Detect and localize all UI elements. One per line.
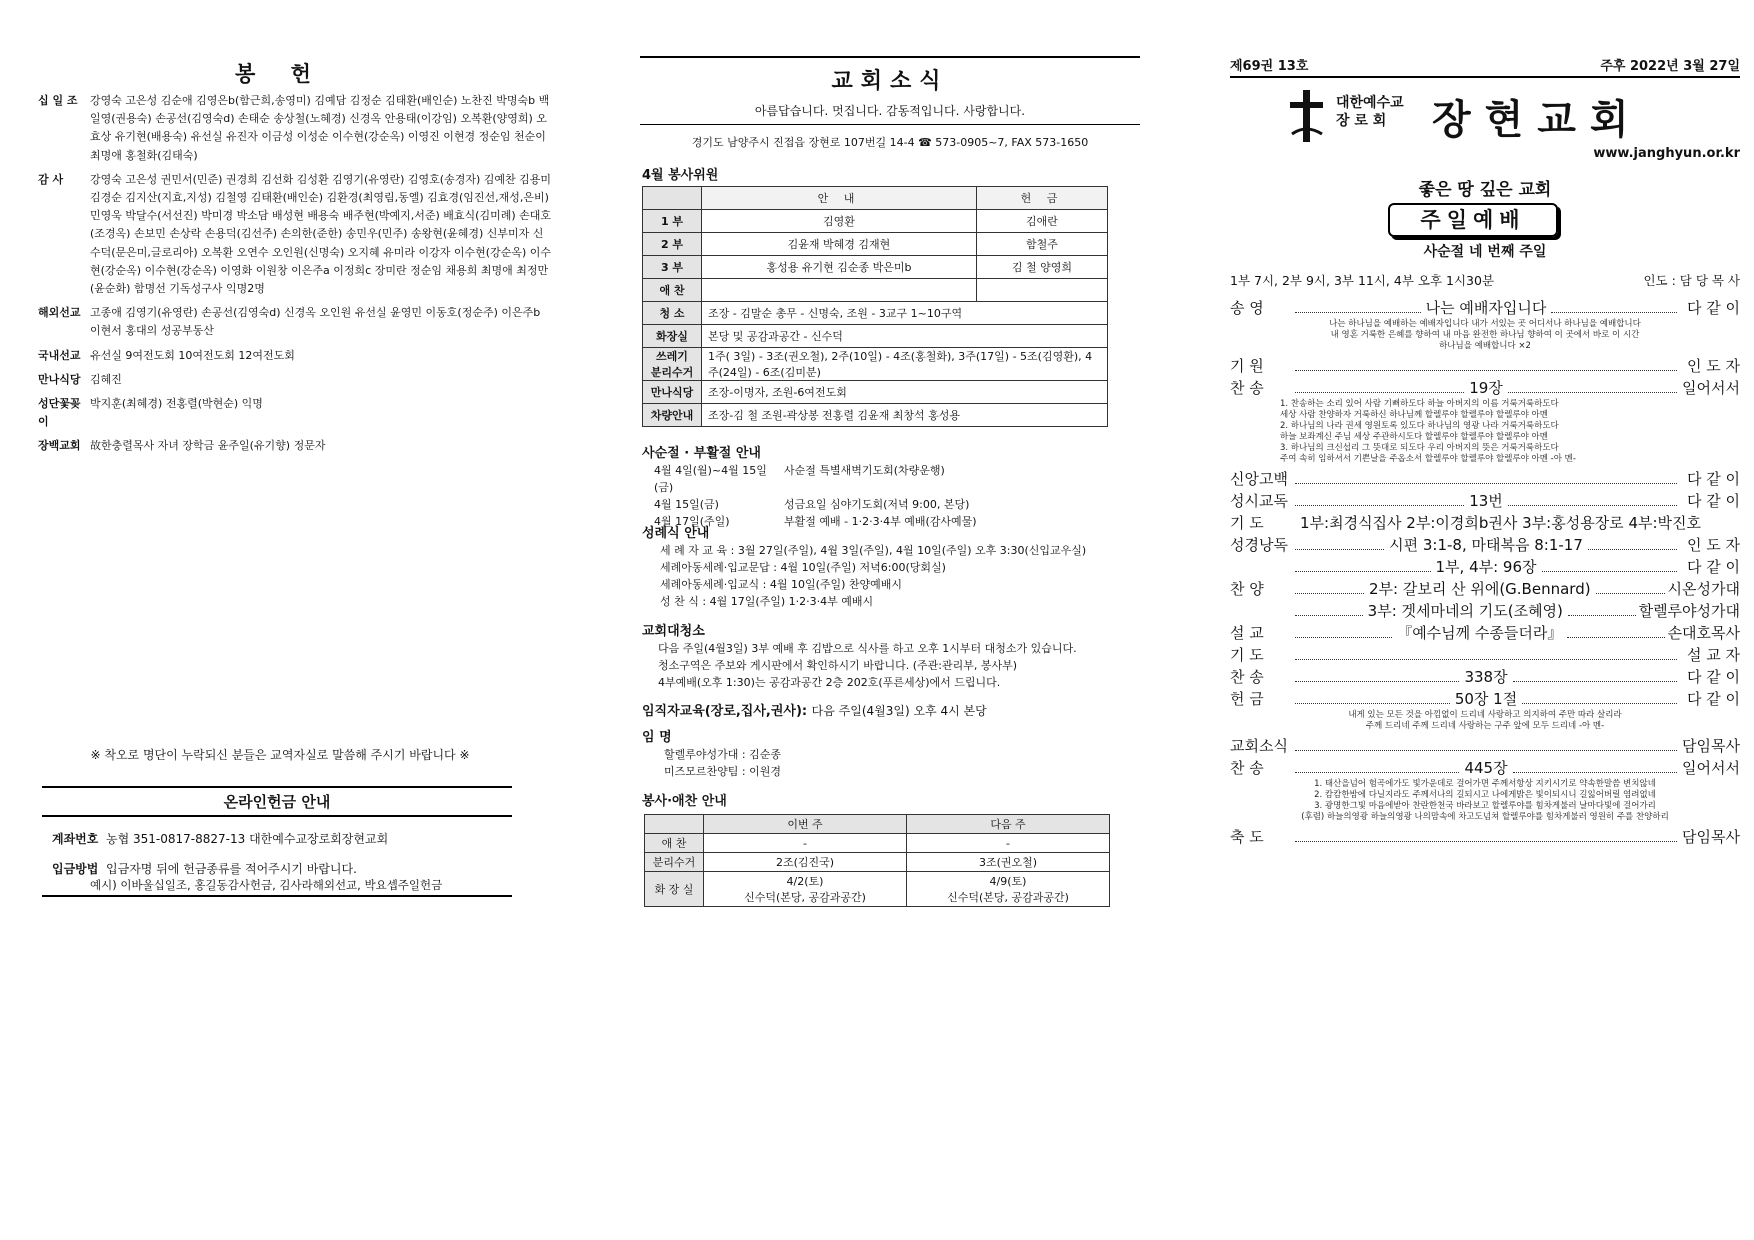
order-performer: 담임목사 <box>1682 737 1740 755</box>
volunteer-offering-header: 헌 금 <box>976 187 1107 210</box>
order-content: 3부: 겟세마네의 기도(조혜영) <box>1367 602 1563 620</box>
order-label: 기 도 <box>1230 514 1264 532</box>
hymn-lyrics: 1. 찬송하는 소리 있어 사람 기뻐하도다 하늘 아버지의 이름 거룩거룩하도다 세상 사람 찬양하자 거룩하신 하나님께 할렐루야 할렐루야 할렐루야 아멘 2. 하나님의 나라 권세 영원토록 있도다 하나님의 영광 나라 거룩거룩하도다 하늘 보좌계신 주님 세상 주관하시도다 할렐루야 할렐루야 할렐루야 아멘 3. 하나님의 크신섭리 그 뜻대로 되도다 우리 아버지의 뜻은 거룩거룩하도다 주여 속히 임하셔서 기쁜날을 주옵소서 할렐루야 할렐루야 할렐루야 아멘 -아 멘- <box>1280 399 1576 464</box>
volunteer-duty: 본당 및 공감과공간 - 신수덕 <box>702 325 1108 348</box>
volunteer-offering: 김애란 <box>976 210 1107 233</box>
officer-education <box>642 700 987 719</box>
order-leader-dots <box>1295 659 1677 660</box>
order-leader-dots <box>1567 637 1664 638</box>
order-item <box>1230 489 1740 511</box>
appoint-list <box>664 746 1164 780</box>
church-url[interactable]: www.janghyun.or.kr <box>1593 146 1740 161</box>
method-text: 입금자명 뒤에 헌금종류를 적어주시기 바랍니다. <box>106 862 357 876</box>
order-leader-dots <box>1542 571 1678 572</box>
order-performer: 다 같 이 <box>1687 690 1741 708</box>
service-this-week: 4/2(토) 신수덕(본당, 공감과공간) <box>704 872 907 907</box>
order-item <box>1230 687 1740 709</box>
order-item <box>1230 511 1740 533</box>
cleaning-heading: 교회대청소 <box>642 624 705 639</box>
offering-row <box>38 304 553 340</box>
appoint-item: 미즈모르찬양팀 : 이원경 <box>664 765 781 778</box>
order-label: 헌 금 <box>1230 690 1264 708</box>
volunteer-wide-row <box>643 325 1108 348</box>
order-item <box>1230 825 1740 847</box>
officer-heading: 임직자교육(장로,집사,권사): <box>642 704 808 719</box>
volume-number: 제69권 13호 <box>1230 59 1309 74</box>
sacrament-item: 성 찬 식 : 4월 17일(주일) 1·2·3·4부 예배시 <box>660 595 874 608</box>
offering-row <box>38 171 553 298</box>
omission-notice: ※ 착오로 명단이 누락되신 분들은 교역자실로 말씀해 주시기 바랍니다 ※ <box>90 748 470 762</box>
news-rule <box>640 124 1140 125</box>
order-item <box>1230 376 1740 398</box>
volunteer-wide-row <box>643 302 1108 325</box>
order-label: 성경낭독 <box>1230 536 1288 554</box>
order-performer: 다 같 이 <box>1687 299 1741 317</box>
service-next-week: 4/9(토) 신수덕(본당, 공감과공간) <box>907 872 1110 907</box>
order-label: 찬 송 <box>1230 379 1264 397</box>
order-leader-dots <box>1295 703 1450 704</box>
hymn-lyrics: 나는 하나님을 예배하는 예배자입니다 내가 서있는 곳 어디서나 하나님을 예배합니다 내 영혼 거룩한 은혜를 향하여 내 마음 완전한 하나님 향하여 이 곳에서 바로 이 시간 하나님을 예배합니다 ×2 <box>1329 319 1641 351</box>
lent-heading: 사순절 · 부활절 안내 <box>642 446 761 461</box>
order-content: 50장 1절 <box>1454 690 1518 708</box>
order-leader-dots <box>1295 750 1677 751</box>
volunteer-row-label: 청 소 <box>643 302 702 325</box>
cleaning-item: 4부예배(오후 1:30)는 공감과공간 2층 202호(푸른세상)에서 드립니다. <box>658 676 1001 689</box>
volunteer-row-label: 쓰레기 분리수거 <box>643 348 702 381</box>
order-content: 1부:최경식집사 2부:이경희b권사 3부:홍성용장로 4부:박진호 <box>1300 514 1701 532</box>
offering-row <box>38 395 553 431</box>
appoint-item: 할렐루야성가대 : 김순종 <box>664 748 781 761</box>
offering-names: 강영숙 고은성 권민서(민준) 권경희 김선화 김성환 김영기(유영란) 김영호(송경자) 김예찬 김용미 김경순 김지산(지효,지성) 김철영 김태환(배인순) 김환경(최영림,동엘) 김효경(임진선,재성,은비) 민영욱 박달수(서선진) 박미경 박소담 배성현 배용숙 배주현(박예지,서준) 배효식(김미례) 손대호(조경옥) 손보민 손상락 손용덕(김선주) 손의한(준한) 송민우(민주) 송왕현(윤혜경) 신부미자 신수덕(문은미,글로리아) 오복환 오연수 오인원(신명숙) 오지혜 유미라 이강자 이수현(강순옥) 이수현(강순옥) 이수현(강순옥) 이영화 이원창 이은주a 이정희c 장미란 정순임 채용희 최명애 최정만(윤순화) 함명선 기독성구사 익명2명 <box>90 172 552 296</box>
service-times: 1부 7시, 2부 9시, 3부 11시, 4부 오후 1시30분 <box>1230 273 1495 288</box>
order-label: 성시교독 <box>1230 492 1288 510</box>
order-performer: 설 교 자 <box>1686 646 1740 664</box>
volunteer-duty: 1주( 3일) - 3조(권오철), 2주(10일) - 4조(홍철화), 3주(17일) - 5조(김영환), 4주(24일) - 6조(김미분) <box>702 348 1108 381</box>
volunteer-row-label: 3 부 <box>643 256 702 279</box>
lent-event: 부활절 예배 - 1·2·3·4부 예배(감사예물) <box>784 515 977 528</box>
service-row-label: 애 찬 <box>645 834 704 853</box>
order-performer: 시온성가대 <box>1667 580 1740 598</box>
order-content: 1부, 4부: 96장 <box>1435 558 1537 576</box>
order-performer: 다 같 이 <box>1686 470 1740 488</box>
order-item <box>1230 354 1740 376</box>
offering-names: 고종애 김영기(유영란) 손공선(김영숙d) 신경옥 오인원 유선실 윤영민 이동호(정순주) 이은주b 이현서 홍대의 성공부동산 <box>90 306 541 338</box>
volunteer-guide: 김윤재 박혜경 김재현 <box>702 233 977 256</box>
online-offering-title: 온라인헌금 안내 <box>42 786 512 817</box>
sacrament-heading: 성례식 안내 <box>642 526 710 541</box>
volunteer-offering <box>976 279 1107 302</box>
cleaning-list <box>658 640 1158 691</box>
order-leader-dots <box>1508 392 1677 393</box>
week-title: 사순절 네 번째 주일 <box>1423 244 1547 260</box>
news-slogan: 아름답습니다. 멋집니다. 감동적입니다. 사랑합니다. <box>754 104 1026 118</box>
order-label: 기 원 <box>1230 357 1264 375</box>
volunteer-heading: 4월 봉사위원 <box>642 168 719 183</box>
worship-title: 주일예배 <box>1388 203 1558 237</box>
offering-category: 장백교회 <box>38 439 81 453</box>
account-number: 농협 351-0817-8827-13 대한예수교장로회장현교회 <box>106 832 389 846</box>
order-label: 송 영 <box>1230 299 1264 317</box>
news-top-rule <box>640 56 1140 58</box>
church-address: 경기도 남양주시 진접읍 장현로 107번길 14-4 ☎ 573-0905~7, FAX 573-1650 <box>691 136 1089 149</box>
order-performer: 담임목사 <box>1682 828 1740 846</box>
order-leader-dots <box>1295 681 1459 682</box>
account-line <box>52 830 512 847</box>
cleaning-item: 청소구역은 주보와 게시판에서 확인하시기 바랍니다. (주관:관리부, 봉사부) <box>658 659 1018 672</box>
volunteer-duty: 조장 - 김말순 총무 - 신명숙, 조원 - 3교구 1~10구역 <box>702 302 1108 325</box>
volunteer-guide <box>702 279 977 302</box>
volunteer-row <box>643 256 1108 279</box>
service-heading: 봉사·애찬 안내 <box>642 794 727 809</box>
order-label: 설 교 <box>1230 624 1264 642</box>
bulletin-date: 주후 2022년 3월 27일 <box>1600 59 1740 74</box>
order-performer: 다 같 이 <box>1687 558 1741 576</box>
lent-date: 4월 17일(주일) <box>654 515 730 528</box>
order-leader-dots <box>1596 593 1665 594</box>
order-leader-dots <box>1295 637 1392 638</box>
offering-category: 감 사 <box>38 172 64 186</box>
order-performer: 일어서서 <box>1682 759 1740 777</box>
service-next-week: 3조(권오철) <box>907 853 1110 872</box>
lent-event: 사순절 특별새벽기도회(차량운행) <box>784 464 945 477</box>
order-item <box>1230 599 1740 621</box>
order-leader-dots <box>1295 312 1421 313</box>
order-performer: 손대호목사 <box>1667 624 1741 642</box>
order-item <box>1230 555 1740 577</box>
order-leader-dots <box>1295 370 1677 371</box>
service-this-week: 2조(김진국) <box>704 853 907 872</box>
volunteer-row-label: 애 찬 <box>643 279 702 302</box>
offering-row <box>38 92 553 165</box>
offering-names: 강영숙 고은성 김순애 김영은b(함근희,송영미) 김예담 김정순 김태환(배인순) 노찬진 박명숙b 백일영(권용숙) 손공선(김영숙d) 손태순 송상철(노혜경) 신경옥 안용태(이강임) 오복환(양영희) 오효상 유기현(배용숙) 유선실 유진자 이금성 이성순 이수현(강순옥) 이영진 이현경 정순임 천순이 최명애 홍철화(김태숙) <box>90 94 550 162</box>
volunteer-corner <box>643 187 702 210</box>
order-item <box>1230 621 1740 643</box>
order-item <box>1230 665 1740 687</box>
volunteer-wide-row <box>643 404 1108 427</box>
order-content: 『예수님께 수종들더라』 <box>1397 624 1563 642</box>
order-content: 445장 <box>1464 759 1508 777</box>
order-leader-dots <box>1522 703 1677 704</box>
order-item <box>1230 296 1740 318</box>
order-content: 나는 예배자입니다 <box>1425 299 1547 317</box>
offering-title: 봉 헌 <box>235 62 325 86</box>
volunteer-guide: 홍성용 유기현 김순종 박은미b <box>702 256 977 279</box>
order-performer: 다 같 이 <box>1686 668 1740 686</box>
hymn-lyrics: 1. 태산을넘어 험곡에가도 빛가운데로 걸어가면 주께서항상 지키시기로 약속한말씀 변치않네 2. 캄캄한밤에 다닐지라도 주께서나의 길되시고 나에게밝은 빛이되시니 길잃어버릴 염려없네 3. 광명한그빛 마음에받아 찬란한천국 바라보고 할렐루야를 힘차게불러 날마다빛에 걸어가리 (후렴) 하늘의영광 하늘의영광 나의맘속에 차고도넘쳐 할렐루야를 힘차게불러 영원히 주를 찬양하리 <box>1301 779 1669 822</box>
offering-category: 해외선교 <box>38 306 81 320</box>
order-leader-dots <box>1295 571 1431 572</box>
order-leader-dots <box>1295 615 1363 616</box>
service-this-week-header: 이번 주 <box>704 815 907 834</box>
service-this-week: - <box>704 834 907 853</box>
volunteer-row <box>643 279 1108 302</box>
offering-row <box>38 347 553 365</box>
order-performer: 일어서서 <box>1682 379 1741 397</box>
method-line <box>52 860 512 877</box>
denomination: 대한예수교 장 로 회 <box>1336 95 1404 129</box>
volunteer-header-row <box>643 187 1108 210</box>
order-item <box>1230 577 1740 599</box>
service-row-label: 화 장 실 <box>645 872 704 907</box>
volunteer-offering: 김 철 양영희 <box>976 256 1107 279</box>
volunteer-duty: 조장-이명자, 조원-6여전도회 <box>702 381 1108 404</box>
order-content: 338장 <box>1464 668 1508 686</box>
sacrament-item: 세례아동세례·입교식 : 4월 10일(주일) 찬양예배시 <box>660 578 903 591</box>
order-leader-dots <box>1295 505 1464 506</box>
church-motto: 좋은 땅 깊은 교회 <box>1418 180 1552 200</box>
service-row-label: 분리수거 <box>645 853 704 872</box>
order-leader-dots <box>1513 772 1677 773</box>
offering-row <box>38 371 553 389</box>
order-leader-dots <box>1588 549 1677 550</box>
order-leader-dots <box>1568 615 1636 616</box>
appoint-heading: 임 명 <box>642 730 672 745</box>
order-content: 시편 3:1-8, 마태복음 8:1-17 <box>1389 536 1583 554</box>
lent-item <box>654 513 1154 530</box>
volunteer-guide: 김영환 <box>702 210 977 233</box>
order-label: 찬 양 <box>1230 580 1264 598</box>
offering-row <box>38 437 553 455</box>
order-content: 2부: 갈보리 산 위에(G.Bennard) <box>1368 580 1591 598</box>
volunteer-duty: 조장-김 철 조원-곽상봉 전홍렬 김윤재 최창석 홍성용 <box>702 404 1108 427</box>
lent-date: 4월 15일(금) <box>654 498 719 511</box>
order-label: 기 도 <box>1230 646 1264 664</box>
order-label: 신앙고백 <box>1230 470 1288 488</box>
lent-list <box>654 462 1154 530</box>
order-performer: 인 도 자 <box>1686 536 1740 554</box>
order-performer: 할렐루야성가대 <box>1638 602 1741 620</box>
order-leader-dots <box>1295 483 1677 484</box>
order-performer: 다 같 이 <box>1687 492 1741 510</box>
order-leader-dots <box>1295 593 1364 594</box>
worship-leader: 인도 : 담 당 목 사 <box>1643 273 1740 288</box>
offering-category: 성단꽃꽂이 <box>38 397 81 429</box>
volunteer-wide-row <box>643 348 1108 381</box>
order-label: 교회소식 <box>1230 737 1288 755</box>
order-item <box>1230 734 1740 756</box>
volunteer-table <box>642 186 1108 427</box>
lent-item <box>654 496 1154 513</box>
order-leader-dots <box>1513 681 1677 682</box>
volunteer-offering: 함철주 <box>976 233 1107 256</box>
order-item <box>1230 643 1740 665</box>
order-of-worship <box>1230 296 1740 847</box>
offering-names: 故한충렬목사 자녀 장학금 윤주일(유기향) 정문자 <box>90 439 326 453</box>
church-logo <box>1286 88 1686 144</box>
service-row <box>645 853 1110 872</box>
offering-names: 유선실 9여전도회 10여전도회 12여전도회 <box>90 348 295 362</box>
service-row <box>645 872 1110 907</box>
cleaning-item: 다음 주일(4월3일) 3부 예배 후 김밥으로 식사를 하고 오후 1시부터 대청소가 있습니다. <box>658 642 1077 655</box>
volunteer-row-label: 화장실 <box>643 325 702 348</box>
sacrament-list <box>660 542 1160 610</box>
account-label: 계좌번호 <box>52 832 99 846</box>
cross-icon <box>1286 88 1326 144</box>
news-title: 교회소식 <box>831 69 949 94</box>
sacrament-item: 세례아동세례·입교문답 : 4월 10일(주일) 저녁6:00(당회실) <box>660 561 946 574</box>
order-leader-dots <box>1508 505 1677 506</box>
offering-list <box>38 92 553 462</box>
header-rule <box>1230 76 1740 78</box>
sacrament-item: 세 례 자 교 육 : 3월 27일(주일), 4월 3일(주일), 4월 10일(주일) 오후 3:30(신입교우실) <box>660 544 1087 557</box>
method-label: 입금방법 <box>52 862 99 876</box>
order-item <box>1230 533 1740 555</box>
method-example: 예시) 이바울십일조, 홍길동감사헌금, 김사라해외선교, 박요셉주일헌금 <box>90 878 443 892</box>
order-leader-dots <box>1295 392 1464 393</box>
offering-category: 십 일 조 <box>38 94 78 107</box>
service-next-week-header: 다음 주 <box>907 815 1110 834</box>
lent-item <box>654 462 1154 496</box>
order-content: 19장 <box>1469 379 1503 397</box>
online-divider <box>42 895 512 897</box>
volunteer-row-label: 만나식당 <box>643 381 702 404</box>
offering-category: 국내선교 <box>38 348 81 362</box>
volunteer-guide-header: 안 내 <box>702 187 977 210</box>
offering-category: 만나식당 <box>38 372 81 386</box>
officer-text: 다음 주일(4월3일) 오후 4시 본당 <box>811 704 987 718</box>
service-next-week: - <box>907 834 1110 853</box>
offering-names: 박지훈(최혜경) 전홍렬(박현순) 익명 <box>90 397 263 411</box>
order-performer: 인 도 자 <box>1686 357 1740 375</box>
order-label: 찬 송 <box>1230 759 1264 777</box>
service-table <box>644 814 1110 907</box>
order-leader-dots <box>1295 549 1384 550</box>
order-item <box>1230 756 1740 778</box>
order-content: 13번 <box>1469 492 1503 510</box>
order-label: 축 도 <box>1230 828 1264 846</box>
church-name: 장현교회 <box>1432 96 1643 143</box>
volunteer-row <box>643 233 1108 256</box>
volunteer-wide-row <box>643 381 1108 404</box>
volunteer-row-label: 차량안내 <box>643 404 702 427</box>
order-leader-dots <box>1295 841 1677 842</box>
volunteer-row-label: 2 부 <box>643 233 702 256</box>
volunteer-row <box>643 210 1108 233</box>
hymn-lyrics: 내게 있는 모든 것을 아낌없이 드리네 사랑하고 의지하여 주만 따라 살리라 주께 드리네 주께 드리네 사랑하는 구주 앞에 모두 드리네 -아 멘- <box>1348 710 1622 731</box>
lent-date: 4월 4일(월)~4월 15일(금) <box>654 464 767 494</box>
order-leader-dots <box>1551 312 1677 313</box>
service-row <box>645 834 1110 853</box>
order-label: 찬 송 <box>1230 668 1264 686</box>
order-leader-dots <box>1295 772 1459 773</box>
volunteer-row-label: 1 부 <box>643 210 702 233</box>
lent-event: 성금요일 심야기도회(저녁 9:00, 본당) <box>784 498 970 511</box>
order-item <box>1230 467 1740 489</box>
offering-names: 김혜진 <box>90 372 122 386</box>
